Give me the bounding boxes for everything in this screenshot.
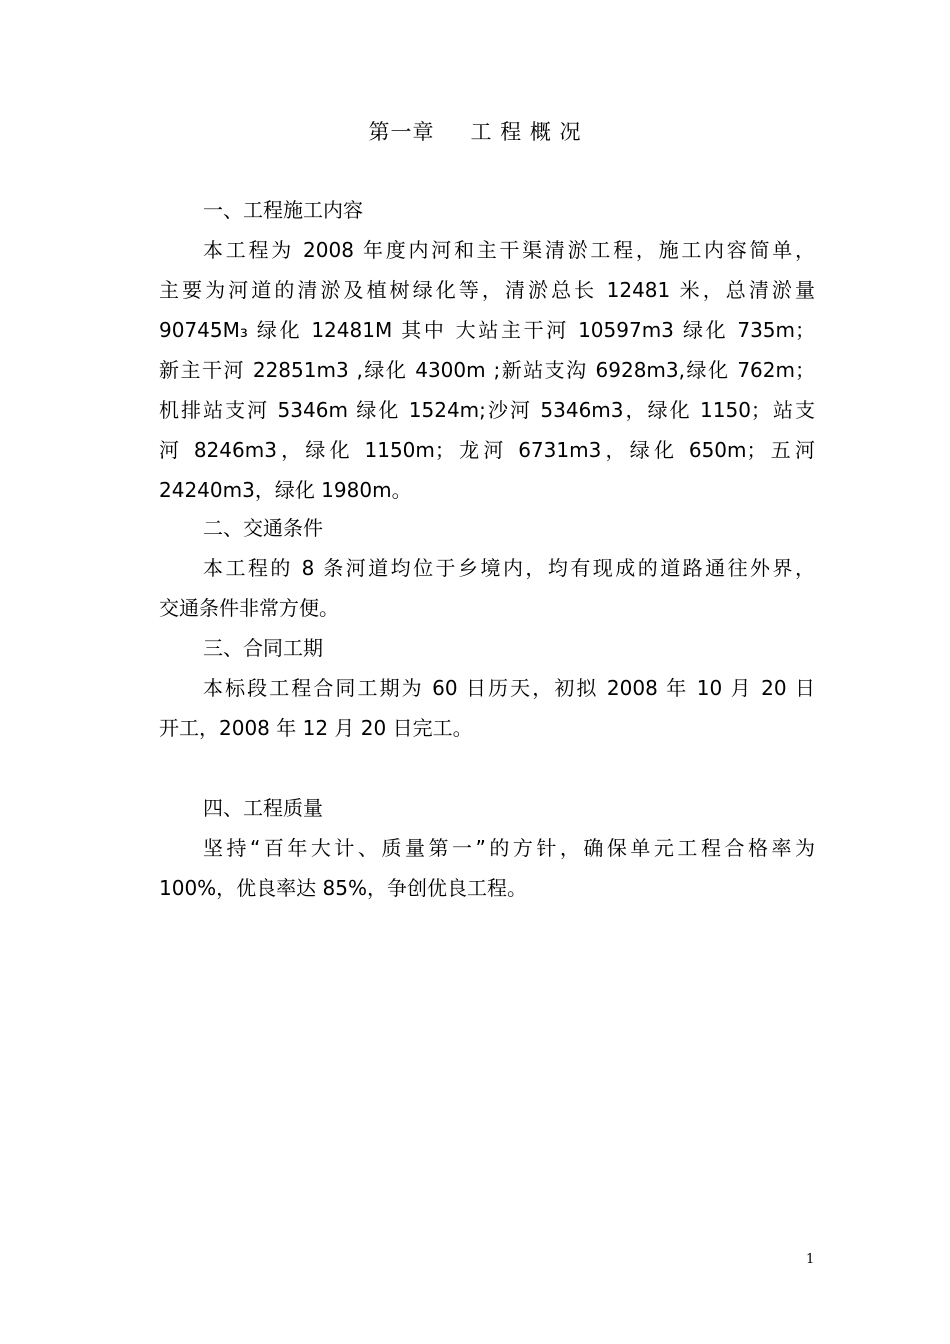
paragraph-line: 90745M₃ 绿化 12481M 其中 大站主干河 10597m3 绿化 735m； bbox=[159, 318, 815, 342]
paragraph-line: 开工，2008 年 12 月 20 日完工。 bbox=[159, 716, 473, 740]
section-heading-project-quality: 四、工程质量 bbox=[203, 796, 323, 820]
paragraph-line: 新主干河 22851m3 ,绿化 4300m ;新站支沟 6928m3,绿化 762m； bbox=[159, 358, 815, 382]
paragraph-line: 本工程的 8 条河道均位于乡境内，均有现成的道路通往外界， bbox=[203, 556, 815, 580]
section-heading-contract-period: 三、合同工期 bbox=[203, 636, 323, 660]
paragraph-line: 机排站支河 5346m 绿化 1524m;沙河 5346m3，绿化 1150；站支 bbox=[159, 398, 815, 422]
paragraph-line: 100%，优良率达 85%，争创优良工程。 bbox=[159, 876, 527, 900]
page-number: 1 bbox=[806, 1252, 815, 1267]
chapter-number: 第一章 bbox=[368, 120, 435, 144]
section-heading-traffic-conditions: 二、交通条件 bbox=[203, 516, 323, 540]
paragraph-line: 坚持“百年大计、质量第一”的方针，确保单元工程合格率为 bbox=[203, 836, 815, 860]
paragraph-line: 本工程为 2008 年度内河和主干渠清淤工程，施工内容简单， bbox=[203, 238, 815, 262]
paragraph-line: 24240m3，绿化 1980m。 bbox=[159, 478, 412, 502]
paragraph-line: 主要为河道的清淤及植树绿化等，清淤总长 12481 米，总清淤量 bbox=[159, 278, 815, 302]
section-body-project-quality bbox=[159, 828, 815, 908]
chapter-name: 工 程 概 况 bbox=[470, 120, 582, 144]
chapter-title bbox=[0, 116, 950, 148]
paragraph-line: 交通条件非常方便。 bbox=[159, 596, 339, 620]
paragraph-line: 河 8246m3，绿化 1150m；龙河 6731m3，绿化 650m；五河 bbox=[159, 438, 815, 462]
section-body-contract-period bbox=[159, 668, 815, 748]
paragraph-line: 本标段工程合同工期为 60 日历天，初拟 2008 年 10 月 20 日 bbox=[203, 676, 815, 700]
section-heading-construction-content: 一、工程施工内容 bbox=[203, 198, 363, 222]
section-body-traffic-conditions bbox=[159, 548, 815, 628]
section-body-construction-content bbox=[159, 230, 815, 510]
